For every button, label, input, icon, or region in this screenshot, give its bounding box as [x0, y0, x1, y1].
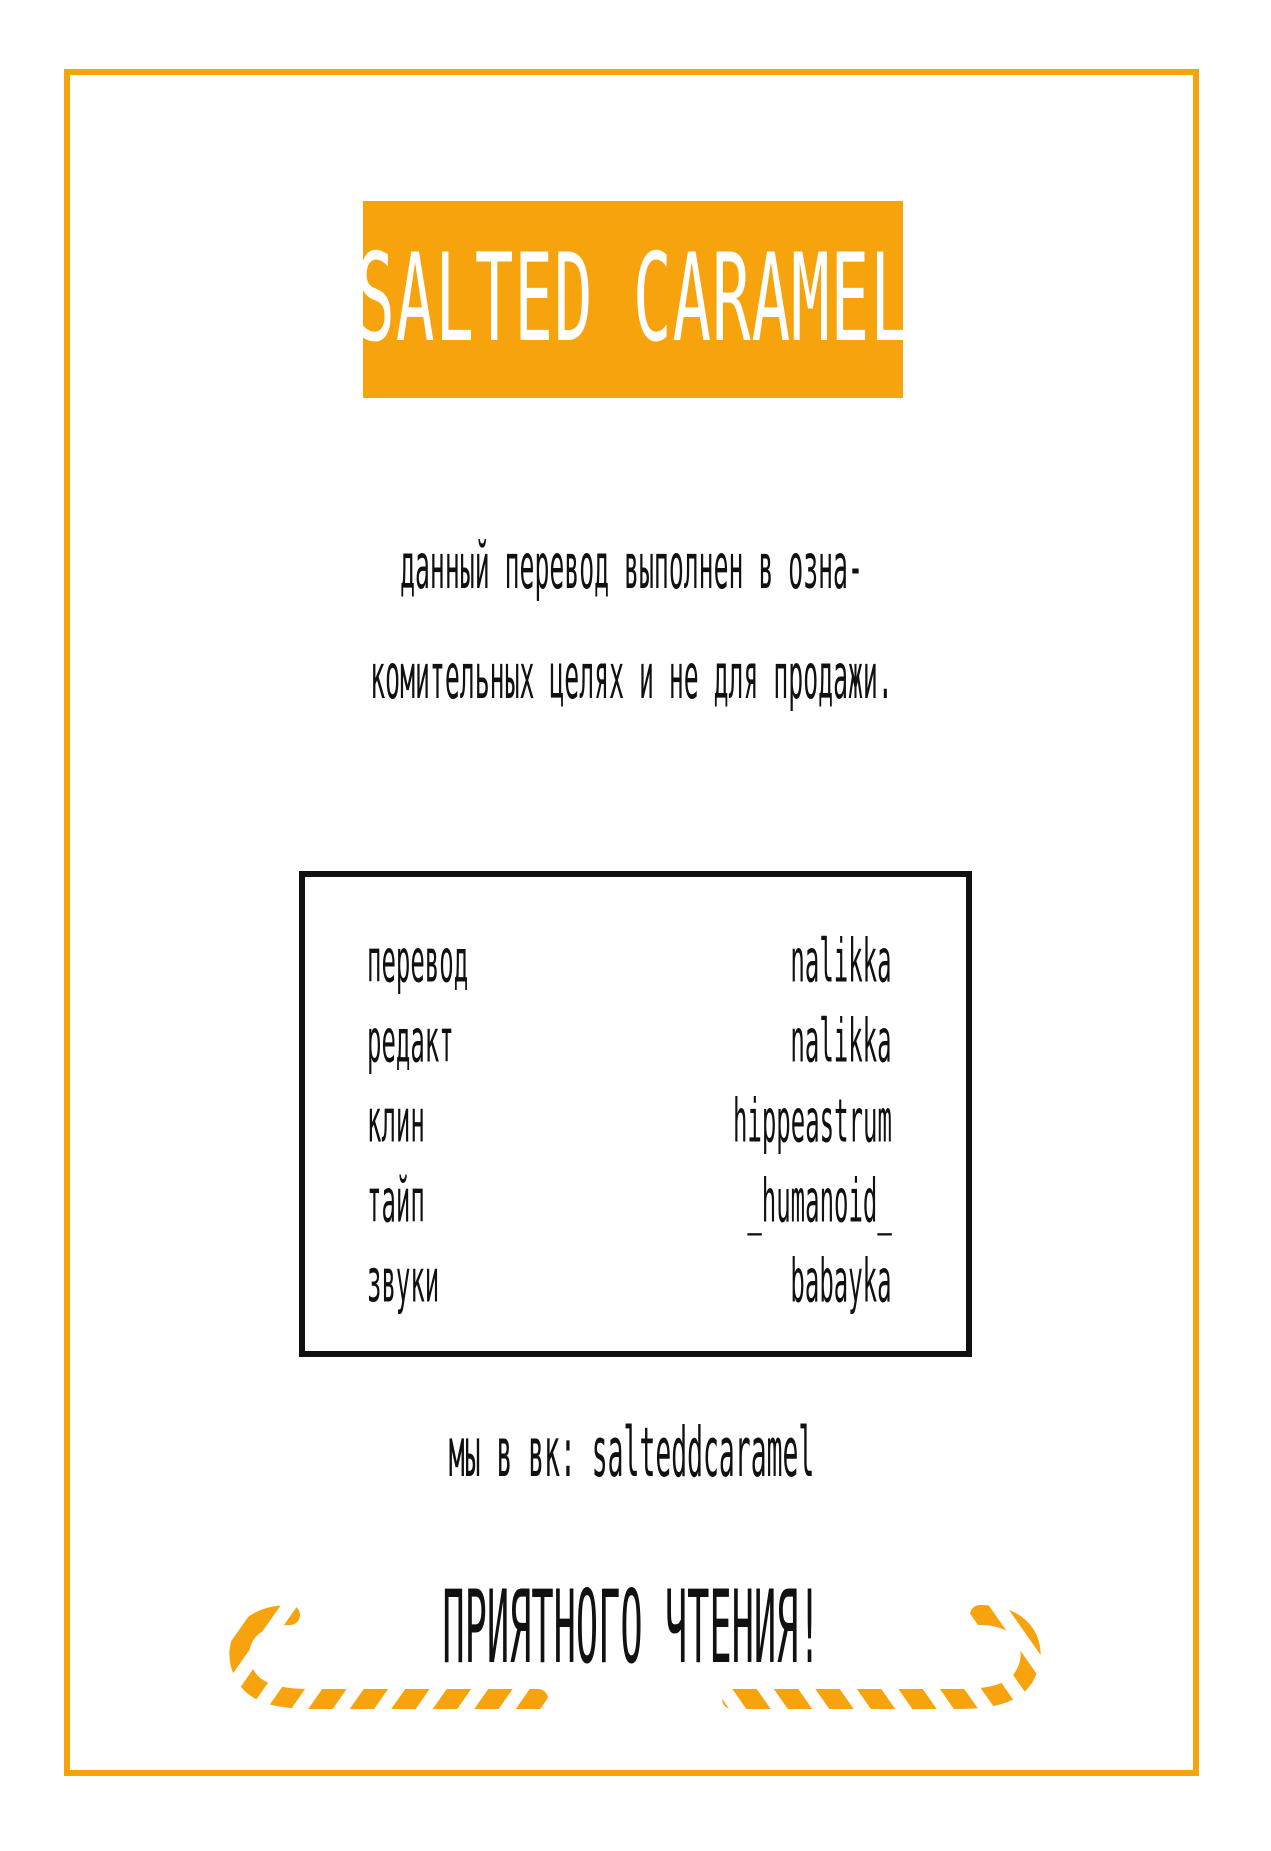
candy-cane-icon: [708, 1595, 1048, 1715]
credit-name: nalikka: [790, 1007, 892, 1077]
credit-row: [305, 1167, 966, 1249]
credit-name: _humanoid_: [747, 1167, 892, 1237]
credit-row: [305, 1247, 966, 1329]
credit-role: перевод: [367, 927, 469, 997]
disclaimer-line-1: данный перевод выполнен в озна-: [400, 532, 863, 604]
credit-row: [305, 927, 966, 1009]
credit-role: звуки: [367, 1247, 440, 1317]
credit-row: [305, 1007, 966, 1089]
credit-role: редакт: [367, 1007, 454, 1077]
page-title: SALTED CARAMEL: [356, 229, 910, 370]
greeting-text: ПРИЯТНОГО ЧТЕНИЯ!: [442, 1570, 821, 1687]
disclaimer-line-2: комительных целях и не для продажи.: [370, 642, 893, 714]
credit-row: [305, 1087, 966, 1169]
credit-role: клин: [367, 1087, 425, 1157]
credit-name: babayka: [790, 1247, 892, 1317]
credit-role: тайп: [367, 1167, 425, 1237]
vk-contact: мы в вк: salteddcaramel: [448, 1413, 815, 1494]
credit-name: hippeastrum: [733, 1087, 892, 1157]
credit-name: nalikka: [790, 927, 892, 997]
title-banner: [356, 201, 910, 398]
candy-cane-icon: [222, 1595, 562, 1715]
credits-box: [299, 871, 972, 1357]
